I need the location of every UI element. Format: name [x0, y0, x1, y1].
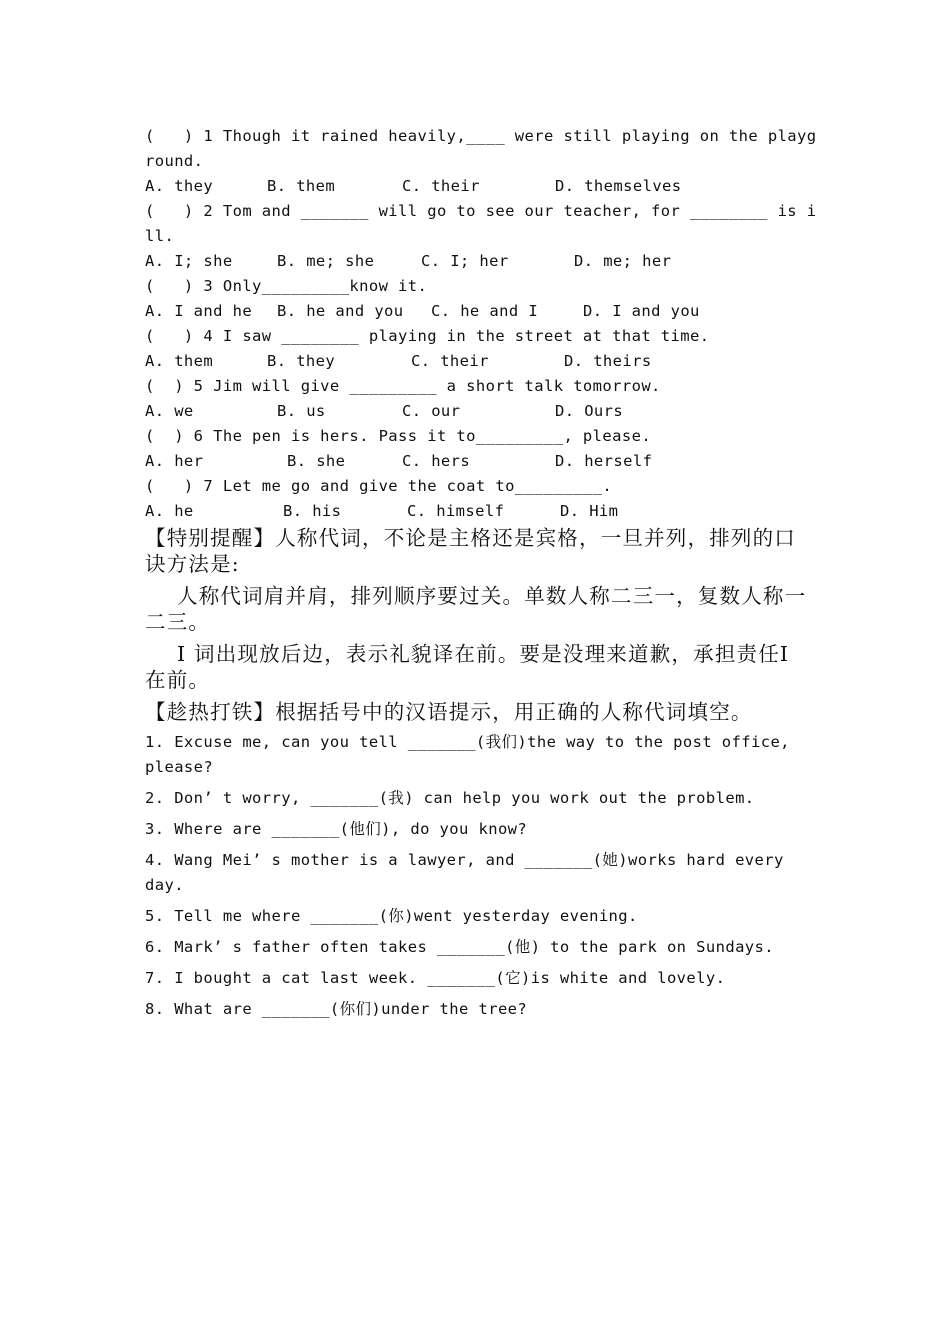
- option-d: D. I and you: [583, 302, 700, 320]
- option-d: D. Him: [560, 502, 619, 520]
- reminder-heading: 【特别提醒】人称代词，不论是主格还是宾格，一旦并列，排列的口诀方法是:: [145, 526, 796, 576]
- question-stem: ( ) 7 Let me go and give the coat to_________.: [145, 477, 613, 495]
- option-b: B. he and you: [277, 302, 404, 320]
- option-d: D. herself: [555, 452, 653, 470]
- question-stem: ( ) 6 The pen is hers. Pass it to_________, please.: [145, 427, 652, 445]
- option-b: B. his: [283, 502, 342, 520]
- option-c: C. their: [402, 177, 480, 195]
- option-c: C. I; her: [421, 252, 509, 270]
- option-b: B. they: [267, 352, 336, 370]
- reminder-rhyme-2: I 词出现放后边，表示礼貌译在前。要是没理来道歉，承担责任I在前。: [145, 642, 790, 692]
- question-stem: ( ) 4 I saw ________ playing in the street at that time.: [145, 327, 710, 345]
- fill-in-item: 7. I bought a cat last week. _______(它)is white and lovely.: [145, 969, 726, 987]
- option-row: [145, 249, 810, 274]
- option-row: [145, 299, 810, 324]
- option-row: [145, 349, 810, 374]
- fill-in-item: 6. Mark’ s father often takes _______(他) to the park on Sundays.: [145, 938, 775, 956]
- option-c: C. their: [411, 352, 489, 370]
- worksheet-page: [145, 124, 817, 1022]
- question-list: [145, 124, 817, 524]
- option-b: B. she: [287, 452, 346, 470]
- option-b: B. me; she: [277, 252, 375, 270]
- option-b: B. us: [277, 402, 326, 420]
- question-stem-continued: ll.: [145, 227, 175, 245]
- fill-in-item: 3. Where are _______(他们), do you know?: [145, 820, 528, 838]
- option-a: A. I and he: [145, 302, 253, 320]
- option-row: [145, 174, 810, 199]
- exercise-section: [145, 699, 810, 1022]
- option-a: A. her: [145, 452, 204, 470]
- option-d: D. me; her: [574, 252, 672, 270]
- fill-in-item: 2. Don’ t worry, _______(我) can help you work out the problem.: [145, 789, 755, 807]
- special-reminder: [145, 525, 810, 693]
- option-d: D. theirs: [564, 352, 652, 370]
- question-stem: ( ) 2 Tom and _______ will go to see our teacher, for ________ is i: [145, 202, 817, 220]
- option-row: [145, 499, 810, 524]
- question-stem: ( ) 1 Though it rained heavily,____ were still playing on the playg: [145, 127, 817, 145]
- option-d: D. themselves: [555, 177, 682, 195]
- fill-in-item: 1. Excuse me, can you tell _______(我们)the way to the post office, please?: [145, 733, 800, 776]
- fill-in-item: 5. Tell me where _______(你)went yesterday evening.: [145, 907, 638, 925]
- option-row: [145, 449, 810, 474]
- option-a: A. he: [145, 502, 194, 520]
- option-a: A. them: [145, 352, 214, 370]
- question-stem: ( ) 3 Only_________know it.: [145, 277, 428, 295]
- option-b: B. them: [267, 177, 336, 195]
- exercise-heading: 【趁热打铁】根据括号中的汉语提示，用正确的人称代词填空。: [145, 700, 753, 724]
- fill-in-item: 8. What are _______(你们)under the tree?: [145, 1000, 528, 1018]
- question-stem-continued: round.: [145, 152, 204, 170]
- question-stem: ( ) 5 Jim will give _________ a short talk tomorrow.: [145, 377, 661, 395]
- option-a: A. we: [145, 402, 194, 420]
- option-d: D. Ours: [555, 402, 624, 420]
- option-c: C. himself: [407, 502, 505, 520]
- option-c: C. he and I: [431, 302, 539, 320]
- option-c: C. hers: [402, 452, 471, 470]
- fill-in-item: 4. Wang Mei’ s mother is a lawyer, and _______(她)works hard every day.: [145, 851, 794, 894]
- option-a: A. they: [145, 177, 214, 195]
- reminder-rhyme-1: 人称代词肩并肩，排列顺序要过关。单数人称二三一，复数人称一二三。: [145, 584, 807, 634]
- option-a: A. I; she: [145, 252, 233, 270]
- option-row: [145, 399, 810, 424]
- option-c: C. our: [402, 402, 461, 420]
